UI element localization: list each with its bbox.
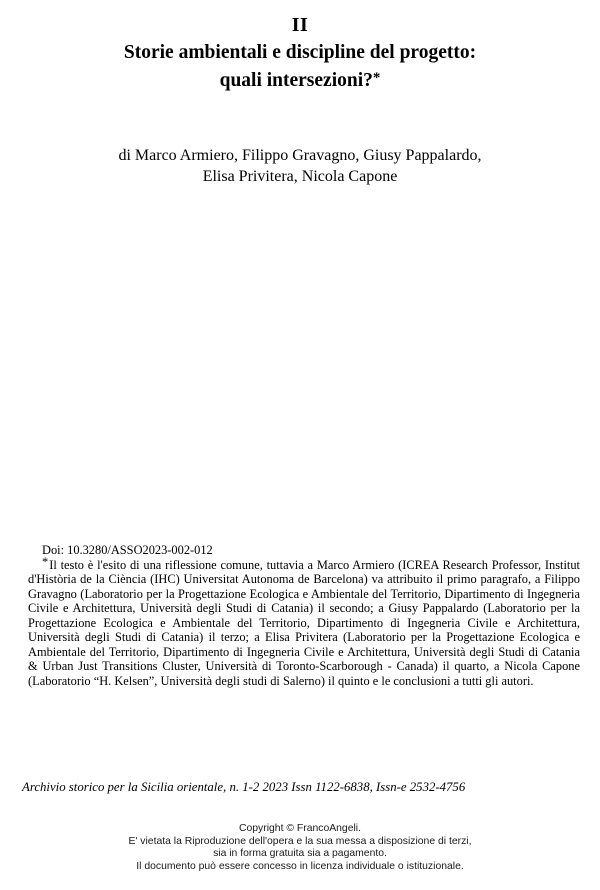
copyright-line-1: Copyright © FrancoAngeli. (238, 823, 361, 834)
authors-block (0, 145, 600, 187)
footnote-body: Il testo è l'esito di una riflessione comune, tuttavia a Marco Armiero (ICREA Research Professor, Institut d'Història de la Ciència (IHC) Universitat Autonoma de Barcelona) va attribuito il primo paragrafo, a Filippo Gravagno (Laboratorio per la Progettazione Ecologica e Ambientale del Territorio, Dipartimento di Ingegneria Civile e Architettura, Università degli Studi di Catania) il secondo; a Giusy Pappalardo (Laboratorio per la Progettazione Ecologica e Ambientale del Territorio, Dipartimento di Ingegneria Civile e Architettura, Università degli Studi di Catania) il terzo; a Elisa Privitera (Laboratorio per la Progettazione Ecologica e Ambientale del Territorio, Dipartimento di Ingegneria Civile e Architettura, Università degli Studi di Catania & Urban Just Transitions Cluster, Università di Toronto-Scarborough - Canada) il quarto, a Nicola Capone (Laboratorio “H. Kelsen”, Università degli studi di Salerno) il quinto e le conclusioni a tutti gli autori. (28, 557, 580, 688)
copyright-line-3: sia in forma gratuita sia a pagamento. (213, 848, 387, 860)
title-line-2-text: quali intersezioni? (219, 70, 373, 91)
chapter-number: II (291, 14, 309, 36)
copyright-line-2: E' vietata la Riproduzione dell'opera e la sua messa a disposizione di terzi, (128, 835, 472, 847)
title-line-2 (40, 67, 560, 96)
title-footnote-marker: * (372, 70, 381, 86)
authors-line-2: Elisa Privitera, Nicola Capone (202, 168, 398, 185)
title-block (0, 12, 600, 109)
title-line-1: Storie ambientali e discipline del progetto: (123, 42, 477, 63)
copyright-line-4: Il documento può essere concesso in licenza individuale o istituzionale. (136, 860, 464, 872)
journal-reference: Archivio storico per la Sicilia orientale, n. 1-2 2023 Issn 1122-6838, Issn-e 2532-4756 (22, 780, 466, 794)
page-title (0, 39, 600, 96)
authors-line-1: di Marco Armiero, Filippo Gravagno, Giusy Pappalardo, (118, 147, 482, 164)
footnote-block (28, 543, 580, 688)
footnote-marker: * (42, 554, 49, 569)
footnote-text (28, 554, 580, 689)
copyright-block (0, 823, 600, 873)
doi-line: Doi: 10.3280/ASSO2023-002-012 (42, 543, 213, 557)
